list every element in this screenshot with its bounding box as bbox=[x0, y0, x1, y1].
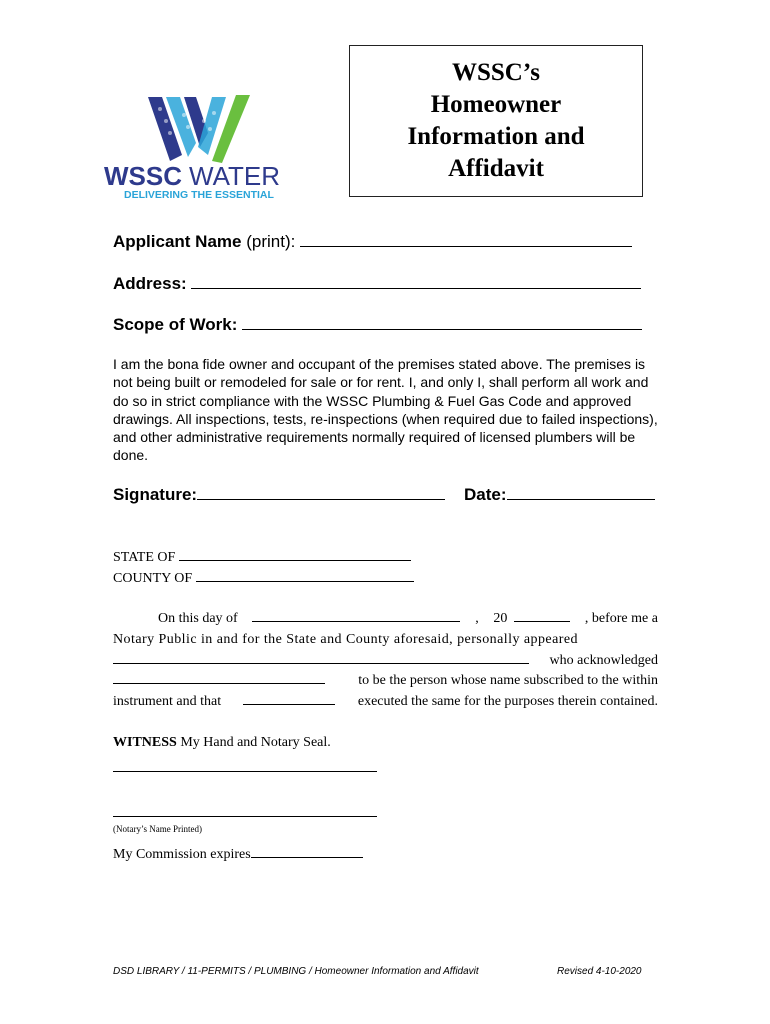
notary-public-text: Notary Public in and for the State and County aforesaid, personally appeared bbox=[113, 631, 578, 647]
footer-revised-date: Revised 4-10-2020 bbox=[557, 966, 642, 977]
state-field[interactable] bbox=[179, 548, 411, 561]
title-line-3: Information and bbox=[407, 123, 585, 150]
county-row bbox=[113, 569, 414, 587]
signature-label: Signature: bbox=[113, 485, 198, 504]
notary-line-5 bbox=[113, 692, 658, 713]
commission-expires-field[interactable] bbox=[251, 845, 363, 858]
state-row bbox=[113, 548, 411, 566]
title-line-4: Affidavit bbox=[448, 155, 544, 182]
applicant-name-field[interactable] bbox=[300, 232, 632, 247]
notary-line-4 bbox=[113, 671, 658, 692]
executed-text: executed the same for the purposes therein contained. bbox=[357, 694, 658, 710]
notary-line-1: On this day of , 20 , before me a bbox=[113, 609, 658, 630]
wssc-water-logo bbox=[100, 95, 300, 205]
owner-statement: I am the bona fide owner and occupant of the premises stated above. The premises is not being built or remodeled for sale or for rent. I, and only I, shall perform all work and do so in strict compliance with the WSSC Plumbing & Fuel Gas Code and approved drawings. All inspections, tests, re-inspections (when required due to failed inspections), and other administrative requirements normally required of licensed plumbers will be done. bbox=[113, 356, 658, 464]
commission-row bbox=[113, 845, 363, 863]
footer-library-path: DSD LIBRARY / 11-PERMITS / PLUMBING / Homeowner Information and Affidavit bbox=[113, 966, 479, 977]
commission-label: My Commission expires bbox=[113, 847, 251, 862]
county-field[interactable] bbox=[196, 569, 414, 582]
applicant-name-label: Applicant Name bbox=[113, 232, 242, 251]
day-field[interactable] bbox=[252, 609, 460, 622]
on-this-day-text: On this day of bbox=[158, 611, 238, 626]
notary-line-3 bbox=[113, 651, 658, 672]
applicant-name-print-note: (print): bbox=[241, 232, 296, 251]
logo-wordmark-water: WATER bbox=[189, 161, 280, 191]
notary-line-2 bbox=[113, 630, 658, 651]
notary-name-caption: (Notary’s Name Printed) bbox=[113, 824, 202, 834]
acknowledged-person-field[interactable] bbox=[113, 671, 325, 684]
county-label: COUNTY OF bbox=[113, 571, 193, 586]
state-label: STATE OF bbox=[113, 550, 176, 565]
address-field[interactable] bbox=[191, 274, 641, 289]
logo-mark bbox=[148, 95, 250, 163]
signature-row bbox=[113, 485, 445, 505]
notary-name-line[interactable] bbox=[113, 816, 377, 817]
signature-field[interactable] bbox=[197, 485, 445, 500]
executed-by-field[interactable] bbox=[243, 692, 335, 705]
applicant-name-row bbox=[113, 232, 632, 252]
year-prefix: 20 bbox=[493, 611, 508, 626]
title-line-1: WSSC’s bbox=[452, 59, 540, 86]
notary-acknowledgment bbox=[113, 609, 658, 713]
date-row bbox=[464, 485, 655, 505]
instrument-text: instrument and that bbox=[113, 694, 222, 710]
witness-line bbox=[113, 735, 331, 751]
address-label: Address: bbox=[113, 274, 187, 293]
appeared-person-field[interactable] bbox=[113, 651, 529, 664]
scope-of-work-field[interactable] bbox=[242, 315, 642, 330]
scope-of-work-label: Scope of Work: bbox=[113, 315, 238, 334]
year-field[interactable] bbox=[514, 609, 570, 622]
logo-tagline: DELIVERING THE ESSENTIAL bbox=[124, 189, 274, 201]
to-be-person-text: to be the person whose name subscribed to the within bbox=[358, 673, 658, 689]
date-field[interactable] bbox=[507, 485, 655, 500]
title-line-2: Homeowner bbox=[430, 91, 562, 118]
logo-wordmark-wssc: WSSC bbox=[104, 161, 182, 191]
scope-of-work-row bbox=[113, 315, 642, 335]
witness-bold: WITNESS bbox=[113, 735, 177, 750]
witness-text: My Hand and Notary Seal. bbox=[176, 735, 331, 750]
address-row bbox=[113, 274, 641, 294]
who-acknowledged-text: who acknowledged bbox=[549, 652, 658, 668]
before-me-text: , before me a bbox=[584, 611, 658, 626]
date-label: Date: bbox=[464, 485, 507, 504]
title-box bbox=[349, 45, 643, 197]
notary-signature-line[interactable] bbox=[113, 771, 377, 772]
